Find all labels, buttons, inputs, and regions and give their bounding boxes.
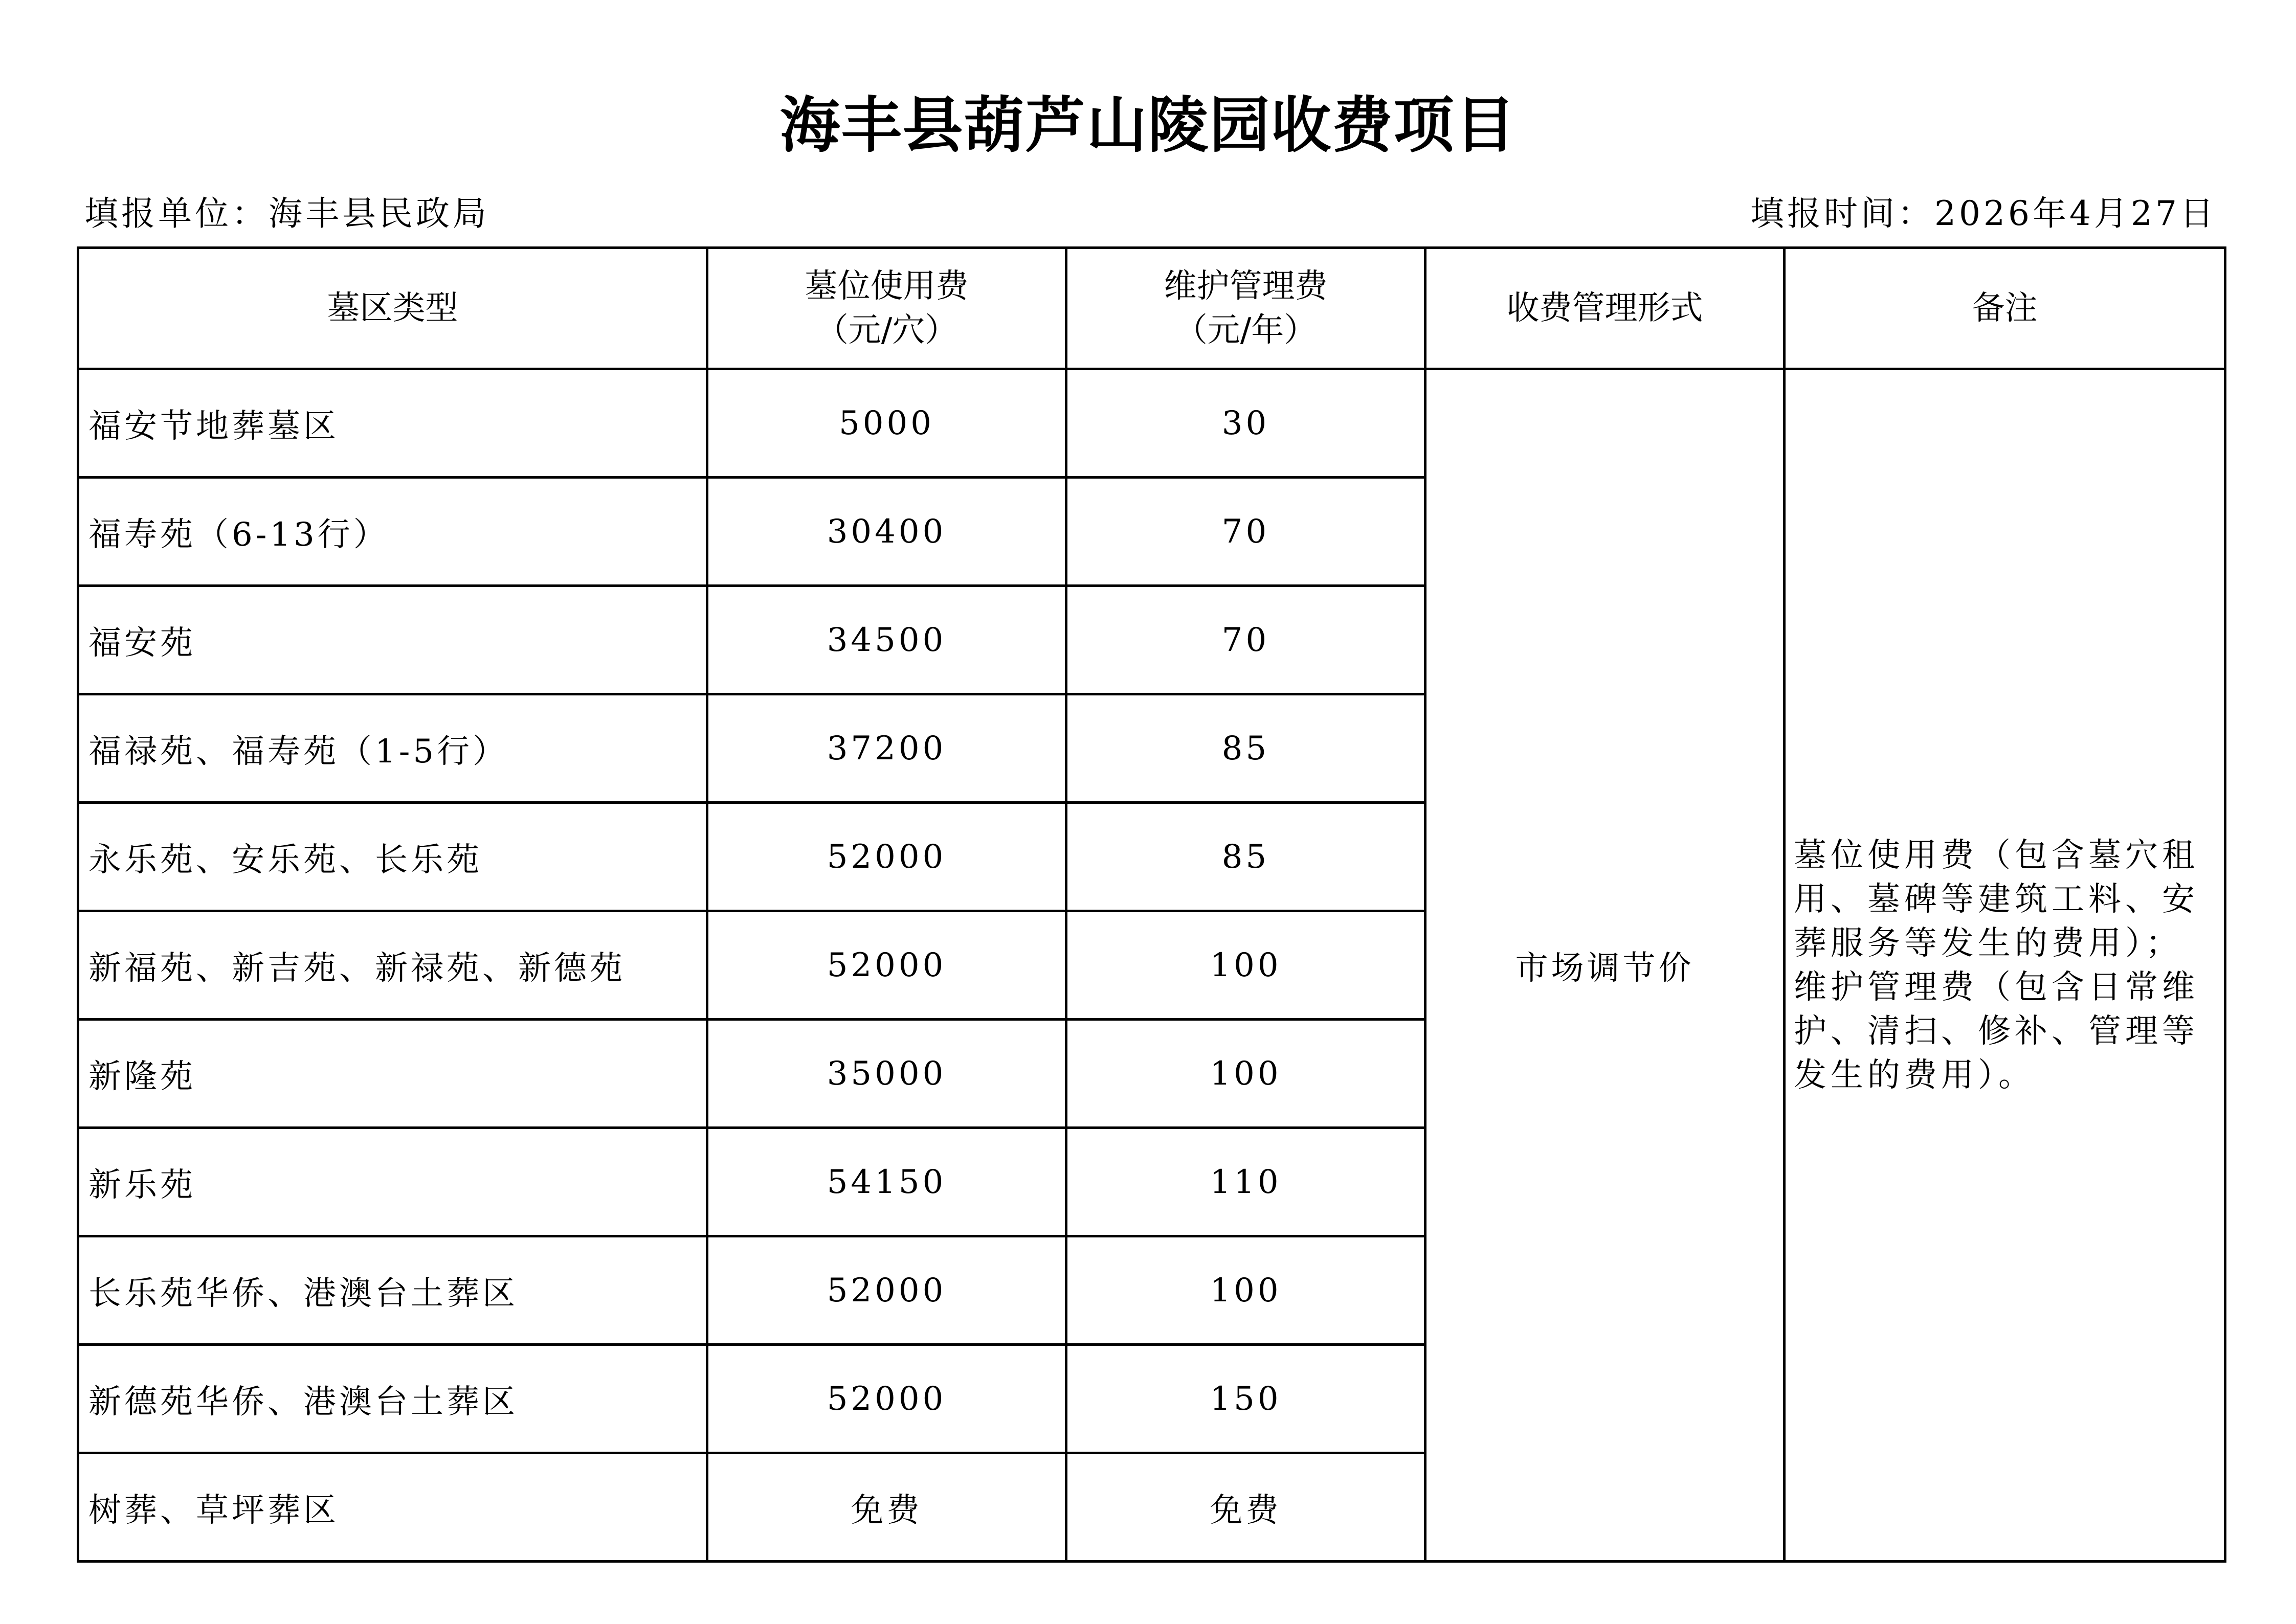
cell-type: 新福苑、新吉苑、新禄苑、新德苑 (78, 911, 707, 1020)
cell-type: 福禄苑、福寿苑（1-5行） (78, 694, 707, 803)
cell-plot-fee: 5000 (707, 369, 1066, 478)
cell-type: 福寿苑（6-13行） (78, 478, 707, 586)
cell-plot-fee: 54150 (707, 1128, 1066, 1236)
header-type-label: 墓区类型 (327, 289, 458, 327)
header-remarks-label: 备注 (1972, 289, 2038, 327)
page-title: 海丰县葫芦山陵园收费项目 (779, 89, 1517, 161)
header-plot-fee-line2: （元/穴） (815, 311, 958, 349)
cell-plot-fee: 52000 (707, 1236, 1066, 1345)
fee-table-container (77, 246, 2224, 1539)
cell-plot-fee: 52000 (707, 1345, 1066, 1453)
cell-plot-fee: 37200 (707, 694, 1066, 803)
cell-remarks: 墓位使用费（包含墓穴租用、墓碑等建筑工料、安葬服务等发生的费用）；维护管理费（包含日常维护、清扫、修补、管理等发生的费用）。 (1785, 369, 2225, 1562)
cell-type: 福安节地葬墓区 (78, 369, 707, 478)
cell-type: 新德苑华侨、港澳台土葬区 (78, 1345, 707, 1453)
cell-plot-fee: 35000 (707, 1020, 1066, 1128)
cell-maint-fee: 免费 (1066, 1453, 1425, 1562)
table-header-row (78, 248, 2225, 369)
cell-plot-fee: 30400 (707, 478, 1066, 586)
reporting-unit: 填报单位：海丰县民政局 (84, 194, 489, 233)
header-remarks (1785, 248, 2225, 369)
cell-maint-fee: 110 (1066, 1128, 1425, 1236)
cell-maint-fee: 100 (1066, 1020, 1425, 1128)
cell-maint-fee: 70 (1066, 478, 1425, 586)
header-plot-fee-line1: 墓位使用费 (805, 267, 969, 305)
header-type (78, 248, 707, 369)
fee-table (77, 246, 2226, 1563)
cell-type: 树葬、草坪葬区 (78, 1453, 707, 1562)
cell-maint-fee: 30 (1066, 369, 1425, 478)
cell-type: 新隆苑 (78, 1020, 707, 1128)
reporting-date: 填报时间：2026年4月27日 (1750, 194, 2217, 233)
cell-plot-fee: 52000 (707, 911, 1066, 1020)
cell-plot-fee: 免费 (707, 1453, 1066, 1562)
cell-type: 福安苑 (78, 586, 707, 694)
cell-plot-fee: 34500 (707, 586, 1066, 694)
cell-type: 新乐苑 (78, 1128, 707, 1236)
header-mgmt-form-label: 收费管理形式 (1506, 289, 1703, 327)
header-maint-fee-line2: （元/年） (1174, 311, 1317, 349)
cell-maint-fee: 100 (1066, 1236, 1425, 1345)
cell-mgmt-form: 市场调节价 (1425, 369, 1785, 1562)
cell-plot-fee: 52000 (707, 803, 1066, 911)
cell-type: 长乐苑华侨、港澳台土葬区 (78, 1236, 707, 1345)
header-maint-fee (1066, 248, 1425, 369)
cell-maint-fee: 100 (1066, 911, 1425, 1020)
cell-maint-fee: 150 (1066, 1345, 1425, 1453)
header-plot-fee (707, 248, 1066, 369)
table-row (78, 369, 2225, 478)
cell-maint-fee: 85 (1066, 803, 1425, 911)
cell-type: 永乐苑、安乐苑、长乐苑 (78, 803, 707, 911)
header-maint-fee-line1: 维护管理费 (1164, 267, 1328, 305)
cell-maint-fee: 85 (1066, 694, 1425, 803)
header-mgmt-form (1425, 248, 1785, 369)
cell-maint-fee: 70 (1066, 586, 1425, 694)
